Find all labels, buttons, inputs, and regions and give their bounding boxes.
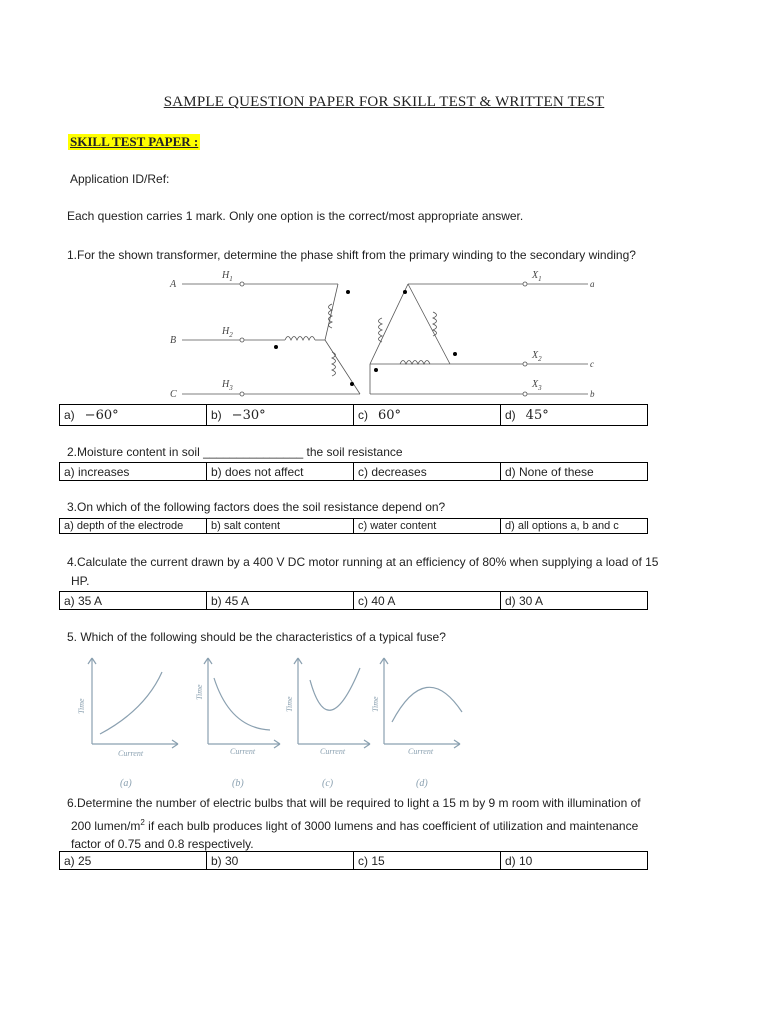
label-H3: $H_3$ xyxy=(222,379,233,392)
page-title: SAMPLE QUESTION PAPER FOR SKILL TEST & WRITTEN TEST xyxy=(163,94,605,110)
label-A: A xyxy=(170,279,177,290)
graph-c xyxy=(294,658,370,748)
graph-label-b: (b) xyxy=(232,778,244,789)
q6-option-b[interactable]: b) 30 xyxy=(207,852,354,870)
q2-option-c[interactable]: c) decreases xyxy=(354,463,501,481)
graph-label-d: (d) xyxy=(416,778,428,789)
q6-option-c[interactable]: c) 15 xyxy=(354,852,501,870)
instructions: Each question carries 1 mark. Only one option is the correct/most appropriate answer. xyxy=(67,209,524,223)
q2-option-d[interactable]: d) None of these xyxy=(501,463,648,481)
question-4-line-1: 4.Calculate the current drawn by a 400 V DC motor running at an efficiency of 80% when supplying a load of 15 xyxy=(67,555,659,569)
label-H2: $H_2$ xyxy=(222,326,233,339)
label-X2: $X_2$ xyxy=(532,350,542,363)
axis-y-label-a: Time xyxy=(77,698,86,714)
question-3-options xyxy=(59,518,648,534)
application-id-label: Application ID/Ref: xyxy=(70,172,170,186)
label-H1: $H_1$ xyxy=(222,270,233,283)
q3-option-b[interactable]: b) salt content xyxy=(207,519,354,534)
q4-option-b[interactable]: b) 45 A xyxy=(207,592,354,610)
fuse-characteristics-graphs xyxy=(70,650,470,792)
q1-option-c[interactable]: c) 60° xyxy=(354,405,501,426)
q1-option-d[interactable]: d) 45° xyxy=(501,405,648,426)
question-2-options xyxy=(59,462,648,481)
section-heading: SKILL TEST PAPER : xyxy=(70,134,199,149)
q6-option-d[interactable]: d) 10 xyxy=(501,852,648,870)
question-6-line-2: 200 lumen/$m^2$ if each bulb produces light of 3000 lumens and has coefficient of utilization and maintenance xyxy=(71,818,639,833)
question-6-line-3: factor of 0.75 and 0.8 respectively. xyxy=(71,837,254,851)
axis-y-label-d: Time xyxy=(371,696,380,712)
q3-option-a[interactable]: a) depth of the electrode xyxy=(60,519,207,534)
question-1-text: 1.For the shown transformer, determine the phase shift from the primary winding to the secondary winding? xyxy=(67,248,636,262)
question-4-line-2: HP. xyxy=(71,574,90,588)
q1-option-b[interactable]: b) −30° xyxy=(207,405,354,426)
transformer-diagram xyxy=(160,266,610,404)
q6-option-a[interactable]: a) 25 xyxy=(60,852,207,870)
q1-option-a[interactable]: a) −60° xyxy=(60,405,207,426)
graph-label-a: (a) xyxy=(120,778,132,789)
q2-option-a[interactable]: a) increases xyxy=(60,463,207,481)
graph-d xyxy=(380,658,462,748)
label-X1: $X_1$ xyxy=(532,270,542,283)
axis-x-label-a: Current xyxy=(118,749,144,758)
axis-y-label-b: Time xyxy=(195,684,204,700)
question-4-text xyxy=(67,552,699,591)
graph-label-c: (c) xyxy=(322,778,334,789)
label-c: c xyxy=(590,359,594,369)
graph-a xyxy=(88,658,178,748)
question-6-options xyxy=(59,851,648,870)
q2-option-b[interactable]: b) does not affect xyxy=(207,463,354,481)
q3-option-d[interactable]: d) all options a, b and c xyxy=(501,519,648,534)
axis-x-label-d: Current xyxy=(408,747,434,756)
label-b: b xyxy=(590,389,595,399)
question-5-text: 5. Which of the following should be the characteristics of a typical fuse? xyxy=(67,630,446,644)
label-C: C xyxy=(170,389,177,400)
q4-option-a[interactable]: a) 35 A xyxy=(60,592,207,610)
question-3-text: 3.On which of the following factors does the soil resistance depend on? xyxy=(67,500,446,514)
q3-option-c[interactable]: c) water content xyxy=(354,519,501,534)
question-2-text: 2.Moisture content in soil _______________ the soil resistance xyxy=(67,445,403,459)
axis-x-label-c: Current xyxy=(320,747,346,756)
axis-y-label-c: Time xyxy=(285,696,294,712)
question-4-options xyxy=(59,591,648,610)
graph-b xyxy=(204,658,280,748)
label-B: B xyxy=(170,335,177,346)
label-X3: $X_3$ xyxy=(532,379,542,392)
question-1-options xyxy=(59,404,648,426)
question-6-text xyxy=(67,793,699,854)
q4-option-d[interactable]: d) 30 A xyxy=(501,592,648,610)
question-6-line-1: 6.Determine the number of electric bulbs that will be required to light a 15 m by 9 m room with illumination of xyxy=(67,796,641,810)
label-a: a xyxy=(590,279,595,289)
q4-option-c[interactable]: c) 40 A xyxy=(354,592,501,610)
axis-x-label-b: Current xyxy=(230,747,256,756)
